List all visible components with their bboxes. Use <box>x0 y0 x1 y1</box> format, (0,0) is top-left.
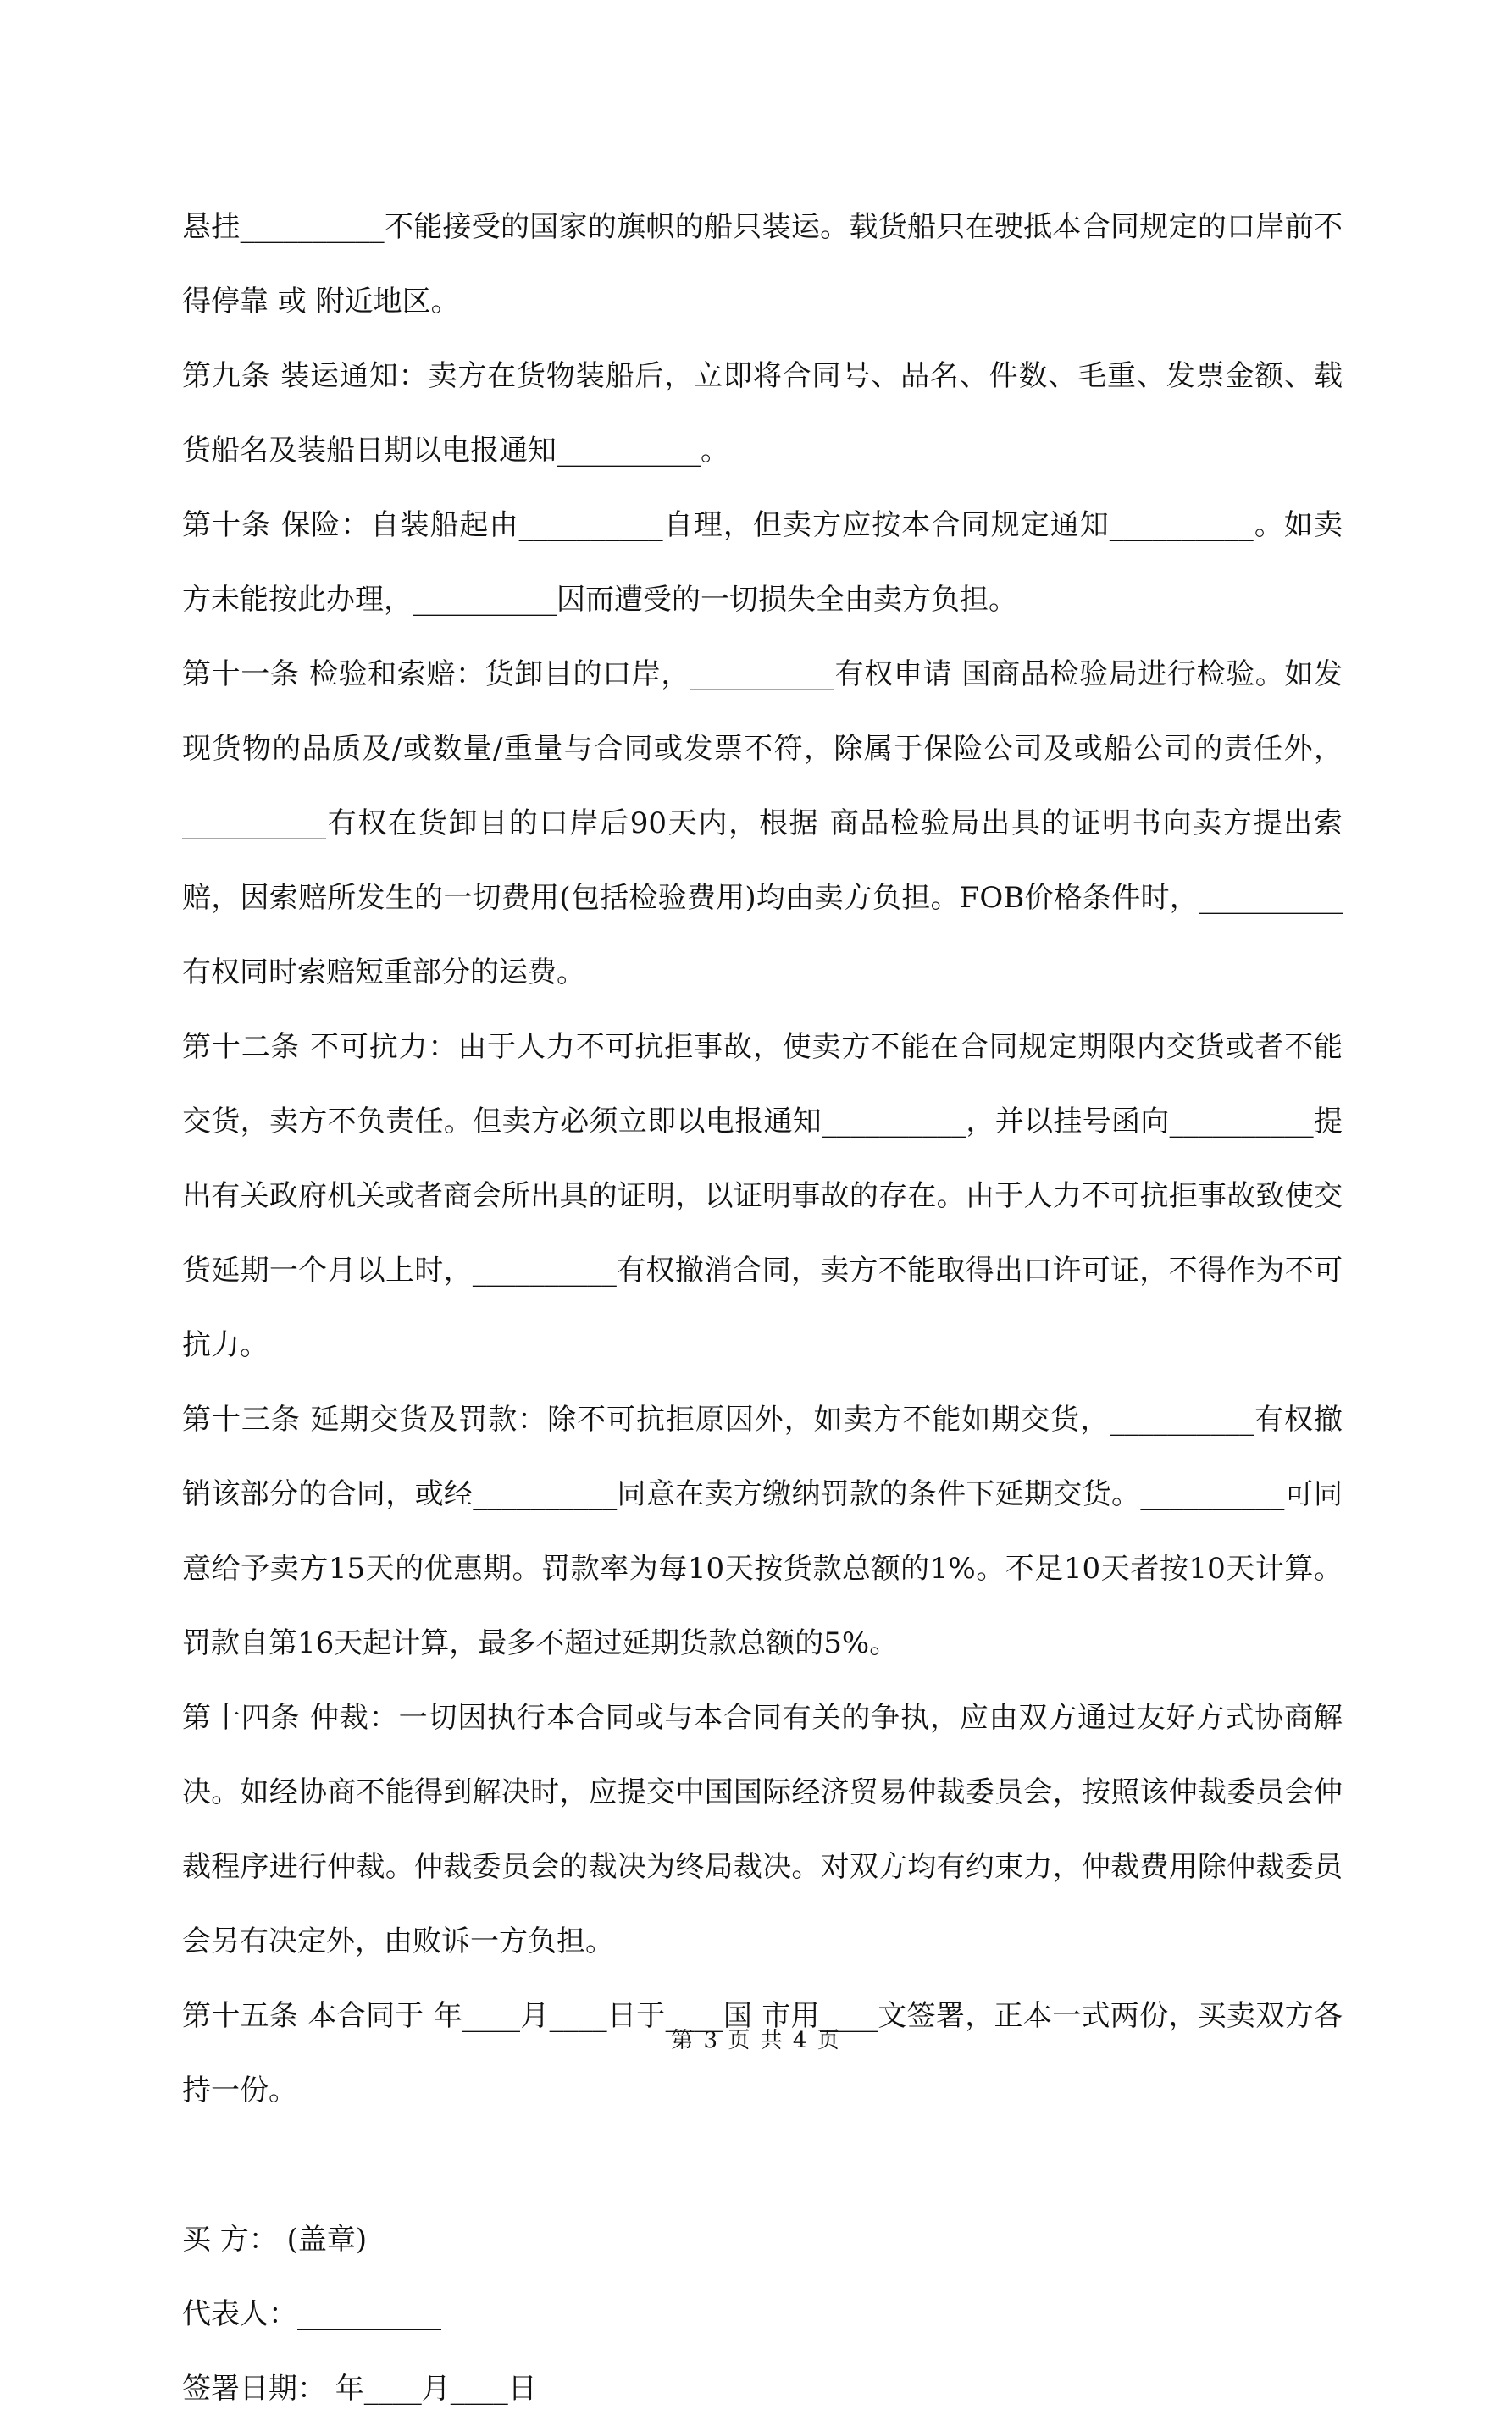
spacer <box>182 2128 1343 2202</box>
clause-8-continuation: 悬挂__________不能接受的国家的旗帜的船只装运。载货船只在驶抵本合同规定的口岸前不得停靠 或 附近地区。 <box>182 210 1343 318</box>
representative-line: 代表人：__________ <box>182 2297 441 2331</box>
clause-10-insurance: 第十条 保险：自装船起由__________自理，但卖方应按本合同规定通知__________。如卖方未能按此办理，__________因而遭受的一切损失全由卖方负担。 <box>182 508 1343 617</box>
clause-12-force-majeure: 第十二条 不可抗力：由于人力不可抗拒事故，使卖方不能在合同规定期限内交货或者不能交货，卖方不负责任。但卖方必须立即以电报通知__________，并以挂号函向__________提出有关政府机关或者商会所出具的证明，以证明事故的存在。由于人力不可抗拒事故致使交货延期一个月以上时，__________有权撤消合同，卖方不能取得出口许可证，不得作为不可抗力。 <box>182 1030 1343 1362</box>
sign-date-line: 签署日期： 年____月____日 <box>182 2372 537 2406</box>
clause-11-inspection-claims: 第十一条 检验和索赔：货卸目的口岸，__________有权申请 国商品检验局进行检验。如发现货物的品质及/或数量/重量与合同或发票不符，除属于保险公司及或船公司的责任外，__________有权在货卸目的口岸后90天内，根据 商品检验局出具的证明书向卖方提出索赔，因索赔所发生的一切费用(包括检验费用)均由卖方负担。FOB价格条件时，__________有权同时索赔短重部分的运费。 <box>182 657 1343 989</box>
clause-15-signing: 第十五条 本合同于 年____月____日于____国 市用____文签署，正本一式两份，买卖双方各持一份。 <box>182 1999 1343 2108</box>
contract-body <box>182 190 1343 2426</box>
buyer-line: 买 方： (盖章) <box>182 2223 368 2257</box>
clause-13-late-delivery-penalty: 第十三条 延期交货及罚款：除不可抗拒原因外，如卖方不能如期交货，__________有权撤销该部分的合同，或经__________同意在卖方缴纳罚款的条件下延期交货。__________可同意给予卖方15天的优惠期。罚款率为每10天按货款总额的1%。不足10天者按10天计算。罚款自第16天起计算，最多不超过延期货款总额的5%。 <box>182 1403 1343 1660</box>
clause-9-shipment-notice: 第九条 装运通知：卖方在货物装船后，立即将合同号、品名、件数、毛重、发票金额、载货船名及装船日期以电报通知__________。 <box>182 359 1343 468</box>
page-number: 第 3 页 共 4 页 <box>671 2028 841 2053</box>
clause-14-arbitration: 第十四条 仲裁：一切因执行本合同或与本合同有关的争执，应由双方通过友好方式协商解决。如经协商不能得到解决时，应提交中国国际经济贸易仲裁委员会，按照该仲裁委员会仲裁程序进行仲裁。仲裁委员会的裁决为终局裁决。对双方均有约束力，仲裁费用除仲裁委员会另有决定外，由败诉一方负担。 <box>182 1701 1343 1958</box>
